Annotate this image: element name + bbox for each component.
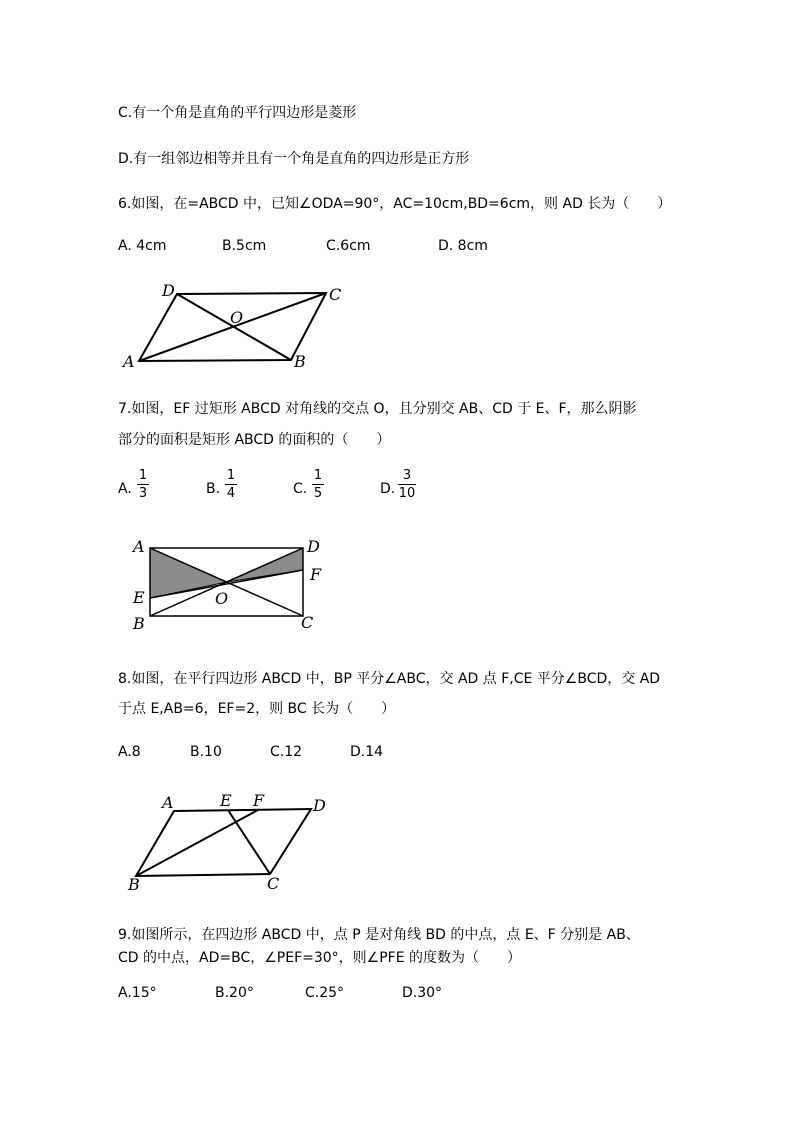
figure-8 xyxy=(127,791,326,894)
q7-option-a-prefix: A. xyxy=(118,481,132,497)
question-9-line-1: 9.如图所示，在四边形 ABCD 中，点 P 是对角线 BD 的中点，点 E、F 分别是 AB、 xyxy=(118,927,640,943)
q7-option-d-denominator: 10 xyxy=(398,486,416,501)
q7-option-d-numerator: 3 xyxy=(402,468,412,483)
fig7-label-d: D xyxy=(307,537,320,556)
q6-option-d: D. 8cm xyxy=(438,238,488,254)
fig7-label-f: F xyxy=(310,565,322,584)
fig8-label-a: A xyxy=(162,793,174,812)
fig7-label-o: O xyxy=(215,589,229,608)
q7-option-d-prefix: D. xyxy=(380,481,396,497)
fig8-label-d: D xyxy=(313,796,326,815)
question-8-line-2: 于点 E,AB=6，EF=2，则 BC 长为（ ） xyxy=(118,701,396,717)
fig8-label-f: F xyxy=(253,791,265,810)
question-7-line-2: 部分的面积是矩形 ABCD 的面积的（ ） xyxy=(118,432,391,448)
fig8-label-c: C xyxy=(267,874,280,893)
q7-option-c-prefix: C. xyxy=(293,481,308,497)
q7-option-c-numerator: 1 xyxy=(313,468,323,483)
fig8-label-e: E xyxy=(220,791,232,810)
figure-7 xyxy=(131,537,322,633)
q9-option-d: D.30° xyxy=(402,985,443,1001)
question-6: 6.如图，在=ABCD 中，已知∠ODA=90°，AC=10cm,BD=6cm，则 AD 长为（ ） xyxy=(118,196,672,212)
fig7-label-a: A xyxy=(133,537,145,556)
fig6-label-c: C xyxy=(329,285,342,304)
q9-option-b: B.20° xyxy=(215,985,254,1001)
question-9-line-2: CD 的中点，AD=BC，∠PEF=30°，则∠PFE 的度数为（ ） xyxy=(118,950,522,966)
q8-option-d: D.14 xyxy=(350,744,384,760)
fig8-parallelogram xyxy=(136,809,311,876)
question-8-line-1: 8.如图，在平行四边形 ABCD 中，BP 平分∠ABC，交 AD 点 F,CE 平分∠BCD，交 AD xyxy=(118,671,661,687)
q9-option-c: C.25° xyxy=(305,985,345,1001)
q8-option-a: A.8 xyxy=(118,744,141,760)
q9-option-a: A.15° xyxy=(118,985,157,1001)
q7-option-a-numerator: 1 xyxy=(138,468,148,483)
fig7-label-c: C xyxy=(301,613,314,632)
fig6-diagonal-bd xyxy=(177,294,291,360)
q6-option-c: C.6cm xyxy=(326,238,371,254)
fig6-label-a: A xyxy=(123,352,135,371)
q6-option-a: A. 4cm xyxy=(118,238,167,254)
fig8-label-b: B xyxy=(128,875,140,894)
fig7-label-e: E xyxy=(133,588,145,607)
fig6-label-b: B xyxy=(294,352,306,371)
fig6-label-o: O xyxy=(230,308,244,327)
q7-option-b-numerator: 1 xyxy=(226,468,236,483)
fig8-bisector-ce xyxy=(228,810,270,874)
question-7-line-1: 7.如图，EF 过矩形 ABCD 对角线的交点 O，且分别交 AB、CD 于 E、F，那么阴影 xyxy=(118,401,637,417)
q8-option-b: B.10 xyxy=(190,744,222,760)
q7-option-c-denominator: 5 xyxy=(313,486,323,501)
q7-option-b-denominator: 4 xyxy=(226,486,236,501)
statement-d: D.有一组邻边相等并且有一个角是直角的四边形是正方形 xyxy=(118,151,470,167)
fig6-label-d: D xyxy=(162,281,175,300)
q8-option-c: C.12 xyxy=(270,744,303,760)
statement-c: C.有一个角是直角的平行四边形是菱形 xyxy=(118,105,357,121)
q7-option-a-denominator: 3 xyxy=(138,486,148,501)
figure-6 xyxy=(121,281,341,371)
q7-option-b-prefix: B. xyxy=(206,481,221,497)
fig7-label-b: B xyxy=(133,614,145,633)
q6-option-b: B.5cm xyxy=(222,238,267,254)
